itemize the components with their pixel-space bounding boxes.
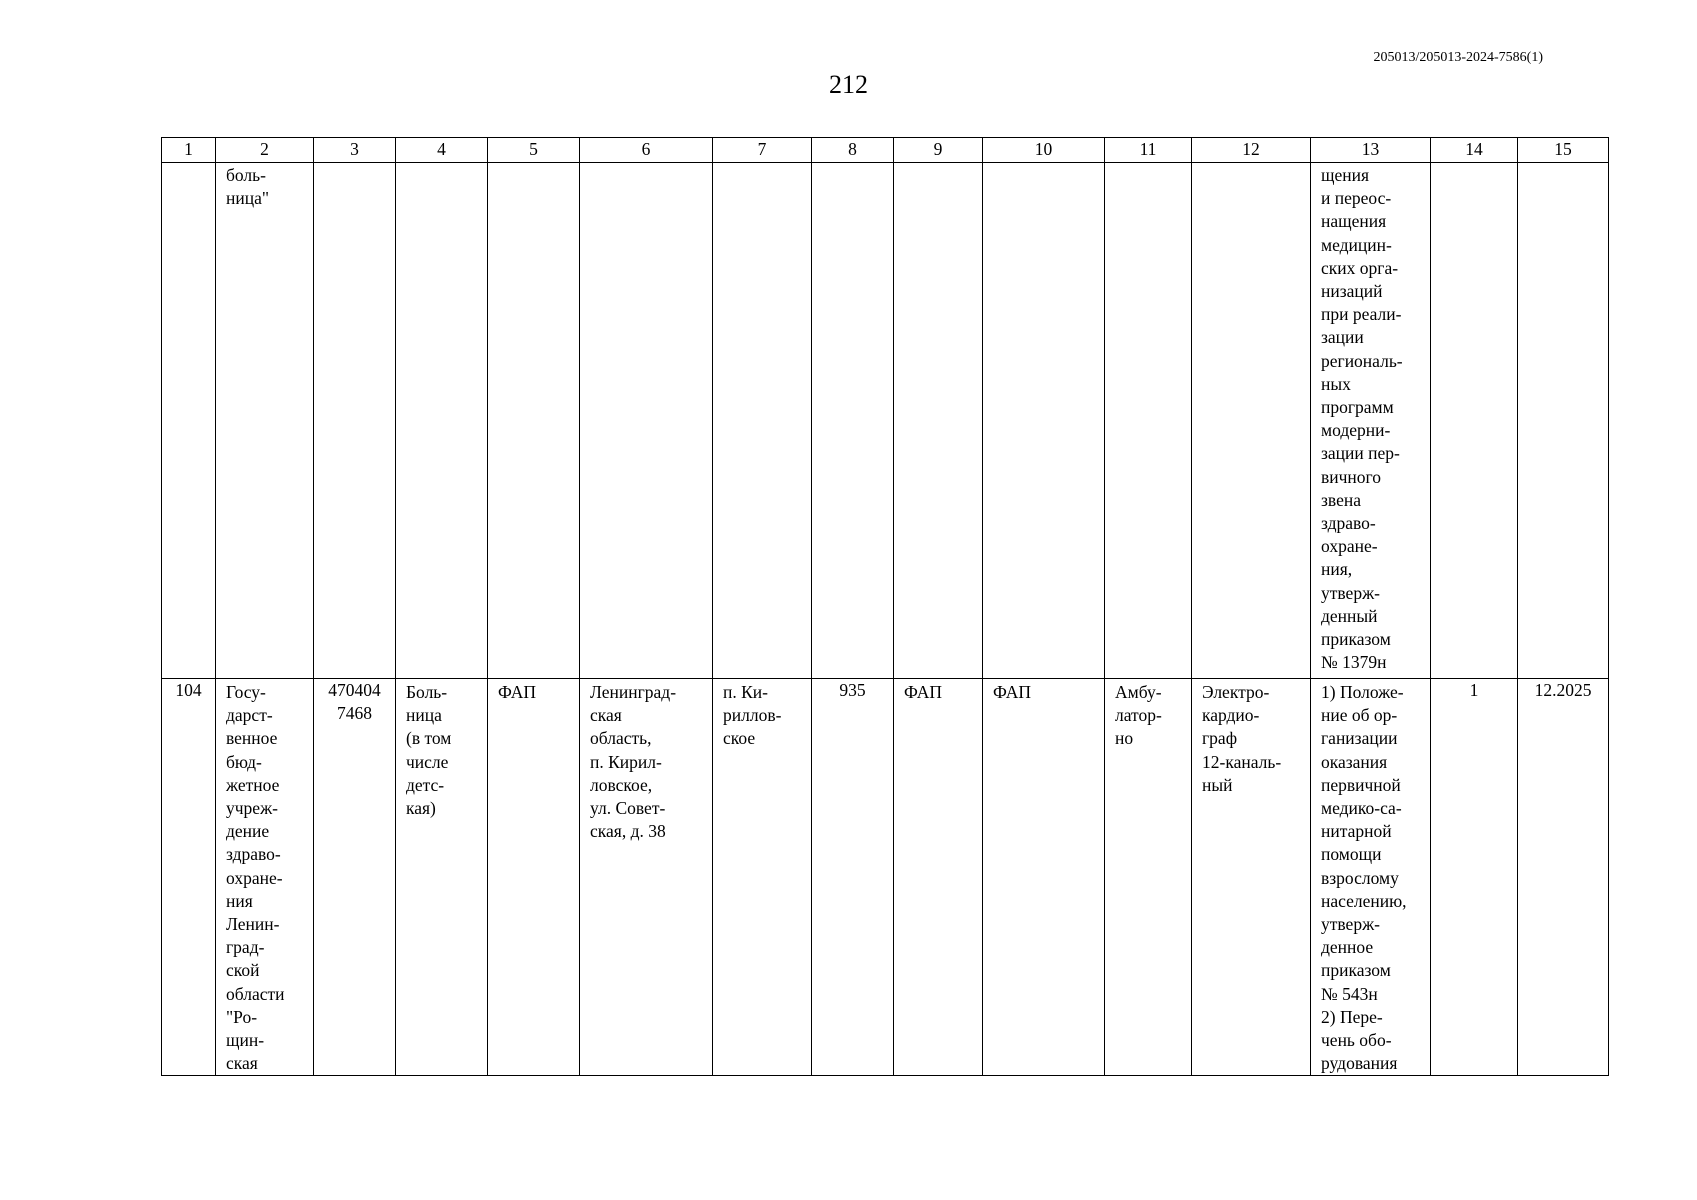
cell-c10 — [983, 163, 1105, 679]
unit-type: ФАП — [488, 679, 580, 1076]
organization-name: Госу- дарст- венное бюд- жетное учреж- дение здраво- охране- ния Ленин- град- ской области "Ро- щин- ская — [216, 679, 314, 1076]
column-header-4: 4 — [396, 138, 488, 163]
row-number: 104 — [162, 679, 216, 1076]
cell-c13: щения и переос- нащения медицин- ских орга- низаций при реали- зации региональ- ных программ модерни- зации пер- вичного звена здраво- охране- ния, утверж- денный приказом № 1379н — [1311, 163, 1431, 679]
cell-c12 — [1192, 163, 1311, 679]
cell-c8 — [812, 163, 894, 679]
cell-c6 — [580, 163, 713, 679]
table-row-104 — [162, 679, 1609, 1076]
address: Ленинград- ская область, п. Кирил- ловское, ул. Совет- ская, д. 38 — [580, 679, 713, 1076]
cell-c1 — [162, 163, 216, 679]
quantity: 1 — [1431, 679, 1518, 1076]
page-number: 212 — [829, 70, 868, 99]
deadline: 12.2025 — [1518, 679, 1609, 1076]
column-header-10: 10 — [983, 138, 1105, 163]
column-header-13: 13 — [1311, 138, 1431, 163]
column-header-9: 9 — [894, 138, 983, 163]
table-row-continued — [162, 163, 1609, 679]
cell-c2: боль- ница" — [216, 163, 314, 679]
care-mode: Амбу- латор- но — [1105, 679, 1192, 1076]
column-header-5: 5 — [488, 138, 580, 163]
cell-c4 — [396, 163, 488, 679]
document-id: 205013/205013-2024-7586(1) — [1373, 50, 1543, 65]
column-header-6: 6 — [580, 138, 713, 163]
column-header-12: 12 — [1192, 138, 1311, 163]
cell-c9 — [894, 163, 983, 679]
cell-c5 — [488, 163, 580, 679]
column-header-8: 8 — [812, 138, 894, 163]
settlement: п. Ки- риллов- ское — [713, 679, 812, 1076]
unit-c9: ФАП — [894, 679, 983, 1076]
column-header-15: 15 — [1518, 138, 1609, 163]
column-header-14: 14 — [1431, 138, 1518, 163]
column-header-1: 1 — [162, 138, 216, 163]
unit-c10: ФАП — [983, 679, 1105, 1076]
equipment-table — [161, 137, 1609, 1076]
cell-c15 — [1518, 163, 1609, 679]
inn-code: 470404 7468 — [314, 679, 396, 1076]
header-row — [162, 138, 1609, 163]
column-header-7: 7 — [713, 138, 812, 163]
cell-c3 — [314, 163, 396, 679]
organization-type: Боль- ница (в том числе детс- кая) — [396, 679, 488, 1076]
cell-c7 — [713, 163, 812, 679]
column-header-11: 11 — [1105, 138, 1192, 163]
cell-c11 — [1105, 163, 1192, 679]
column-header-3: 3 — [314, 138, 396, 163]
column-header-2: 2 — [216, 138, 314, 163]
regulation-basis: 1) Положе- ние об ор- ганизации оказания первичной медико-са- нитарной помощи взрослому населению, утверж- денное приказом № 543н 2) Пере- чень обо- рудования — [1311, 679, 1431, 1076]
cell-c14 — [1431, 163, 1518, 679]
population: 935 — [812, 679, 894, 1076]
equipment-name: Электро- кардио- граф 12-каналь- ный — [1192, 679, 1311, 1076]
